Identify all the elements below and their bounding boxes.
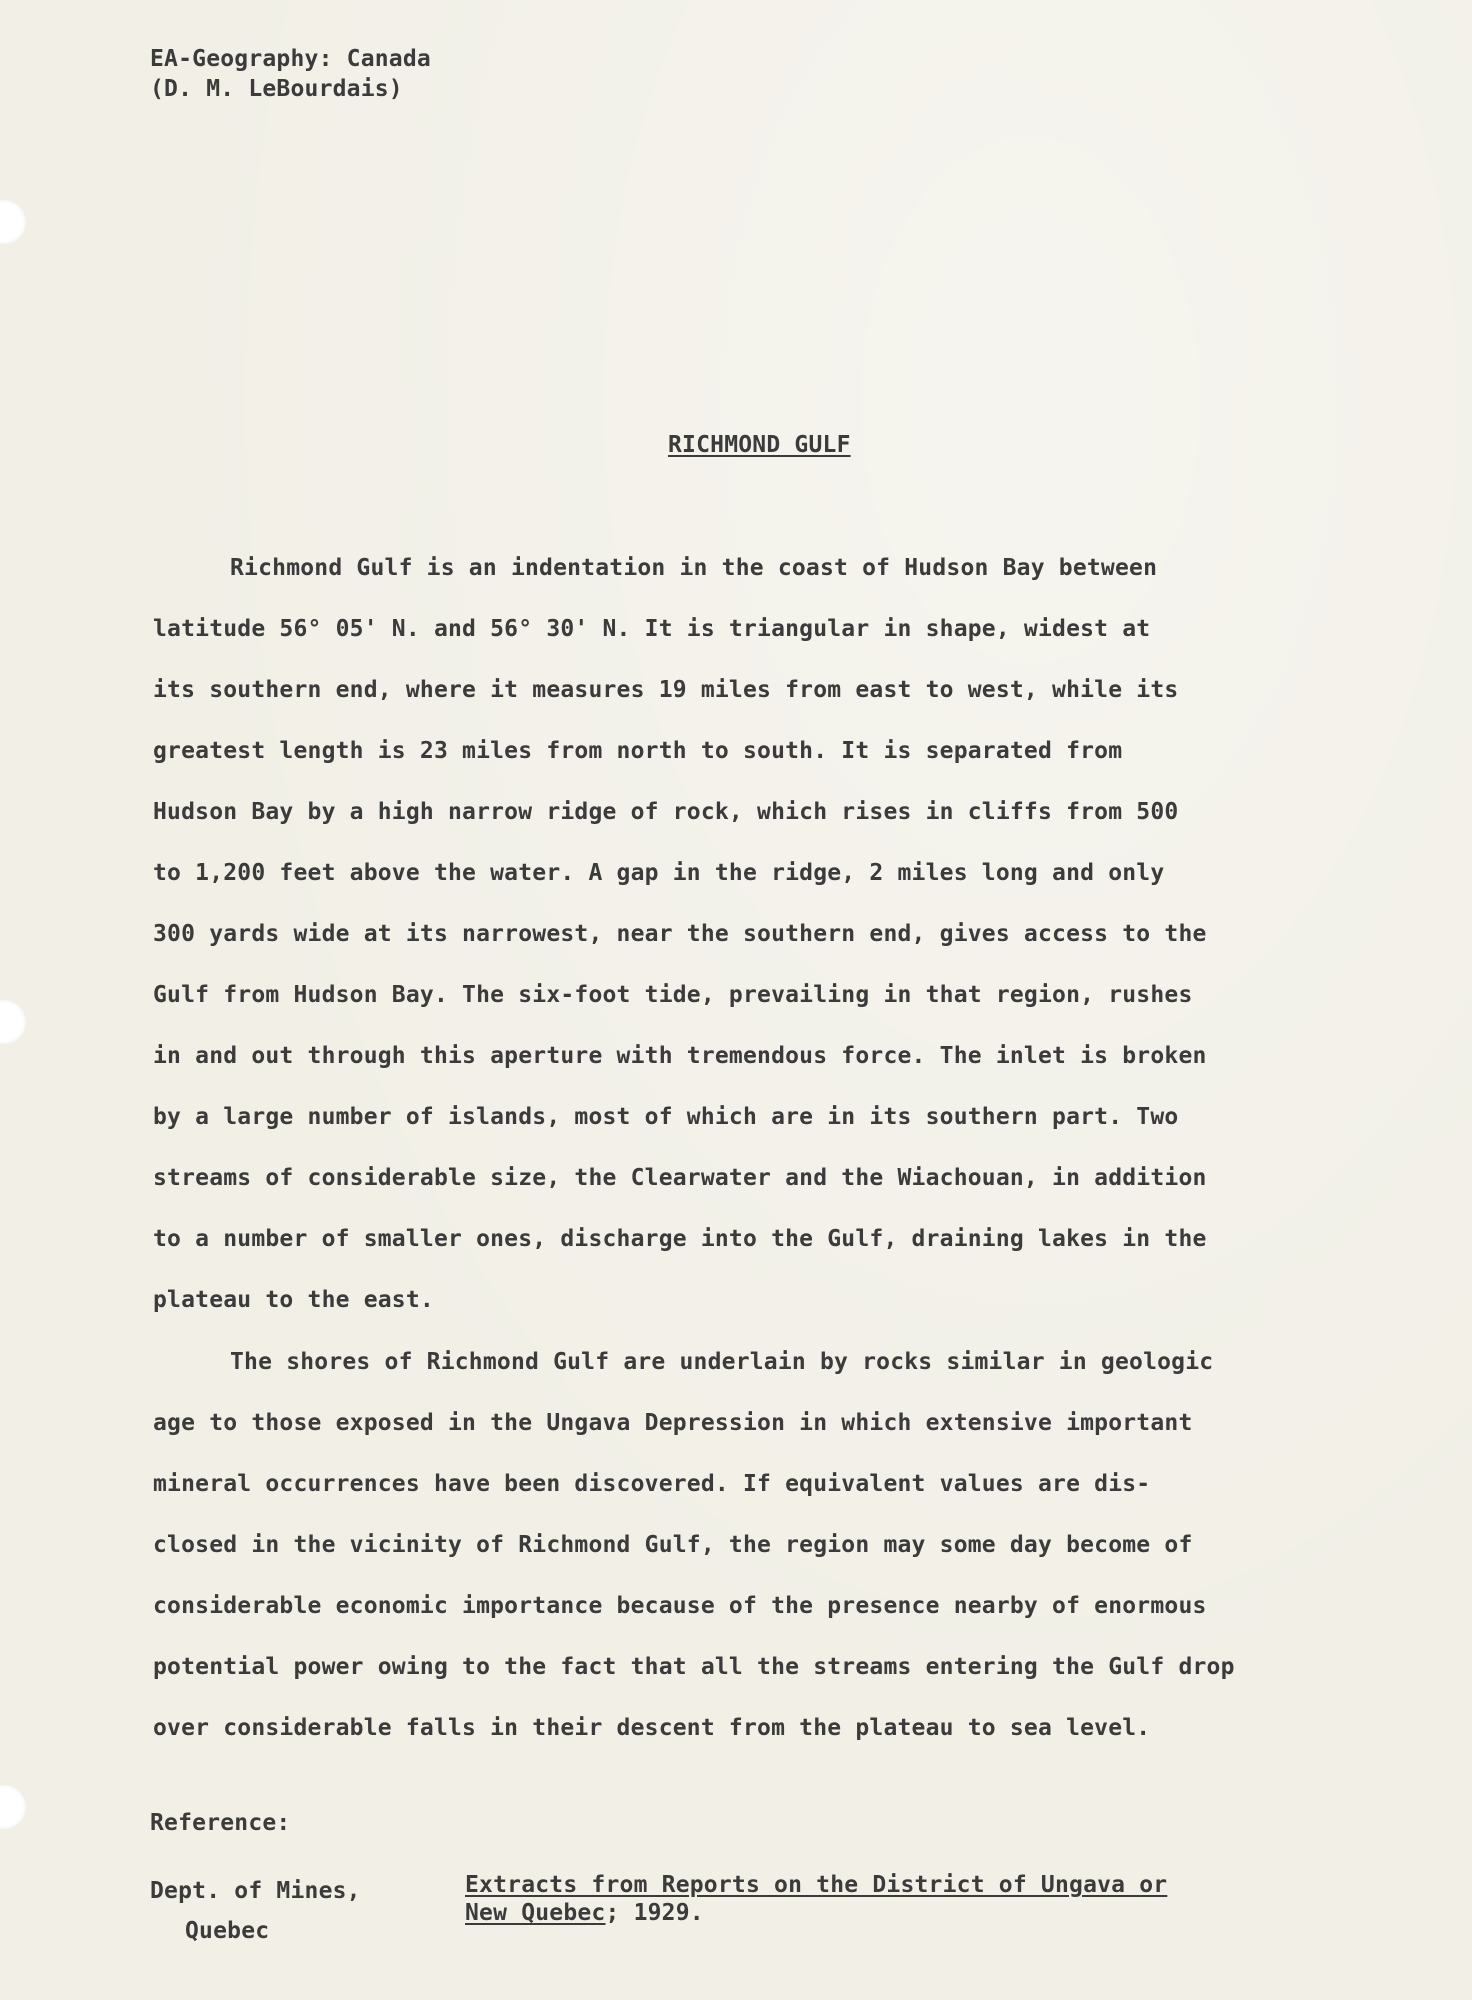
paragraph-line: Hudson Bay by a high narrow ridge of rock, which rises in cliffs from 500 [153,799,1179,825]
paragraph-line: streams of considerable size, the Clearwater and the Wiachouan, in addition [153,1165,1207,1191]
header-author: (D. M. LeBourdais) [150,76,403,102]
punch-hole [0,1785,26,1829]
paragraph-line: Gulf from Hudson Bay. The six-foot tide, prevailing in that region, rushes [153,982,1193,1008]
reference-title-text: New Quebec [465,1900,606,1926]
paragraph-line: Richmond Gulf is an indentation in the coast of Hudson Bay between [230,555,1158,581]
paragraph-line: plateau to the east. [153,1287,434,1313]
reference-label: Reference: [150,1810,291,1836]
header-category: EA-Geography: Canada [150,46,431,72]
reference-title-line2 [465,1900,704,1926]
paragraph-line: considerable economic importance because of the presence nearby of enormous [153,1593,1207,1619]
reference-year: ; 1929. [605,1900,704,1926]
paragraph-line: closed in the vicinity of Richmond Gulf, the region may some day become of [153,1532,1193,1558]
paragraph-line: latitude 56° 05' N. and 56° 30' N. It is triangular in shape, widest at [153,616,1151,642]
reference-title-text: Extracts from Reports on the District of Ungava or [465,1872,1168,1898]
paragraph-line: to a number of smaller ones, discharge into the Gulf, draining lakes in the [153,1226,1207,1252]
document-title: RICHMOND GULF [668,432,851,458]
paragraph-line: age to those exposed in the Ungava Depression in which extensive important [153,1410,1193,1436]
paragraph-line: 300 yards wide at its narrowest, near the southern end, gives access to the [153,921,1207,947]
paragraph-line: over considerable falls in their descent from the plateau to sea level. [153,1715,1151,1741]
paragraph-line: greatest length is 23 miles from north to south. It is separated from [153,738,1123,764]
reference-source-line2: Quebec [185,1918,270,1944]
reference-source-line1: Dept. of Mines, [150,1878,361,1904]
paragraph-line: in and out through this aperture with tremendous force. The inlet is broken [153,1043,1207,1069]
punch-hole [0,200,26,244]
paragraph-line: by a large number of islands, most of which are in its southern part. Two [153,1104,1179,1130]
paragraph-line: its southern end, where it measures 19 miles from east to west, while its [153,677,1179,703]
reference-title-line1 [465,1872,1167,1898]
paragraph-line: The shores of Richmond Gulf are underlain by rocks similar in geologic [230,1349,1214,1375]
paragraph-line: potential power owing to the fact that all the streams entering the Gulf drop [153,1654,1235,1680]
paragraph-line: mineral occurrences have been discovered. If equivalent values are dis- [153,1471,1151,1497]
punch-hole [0,1000,26,1044]
paragraph-line: to 1,200 feet above the water. A gap in the ridge, 2 miles long and only [153,860,1165,886]
